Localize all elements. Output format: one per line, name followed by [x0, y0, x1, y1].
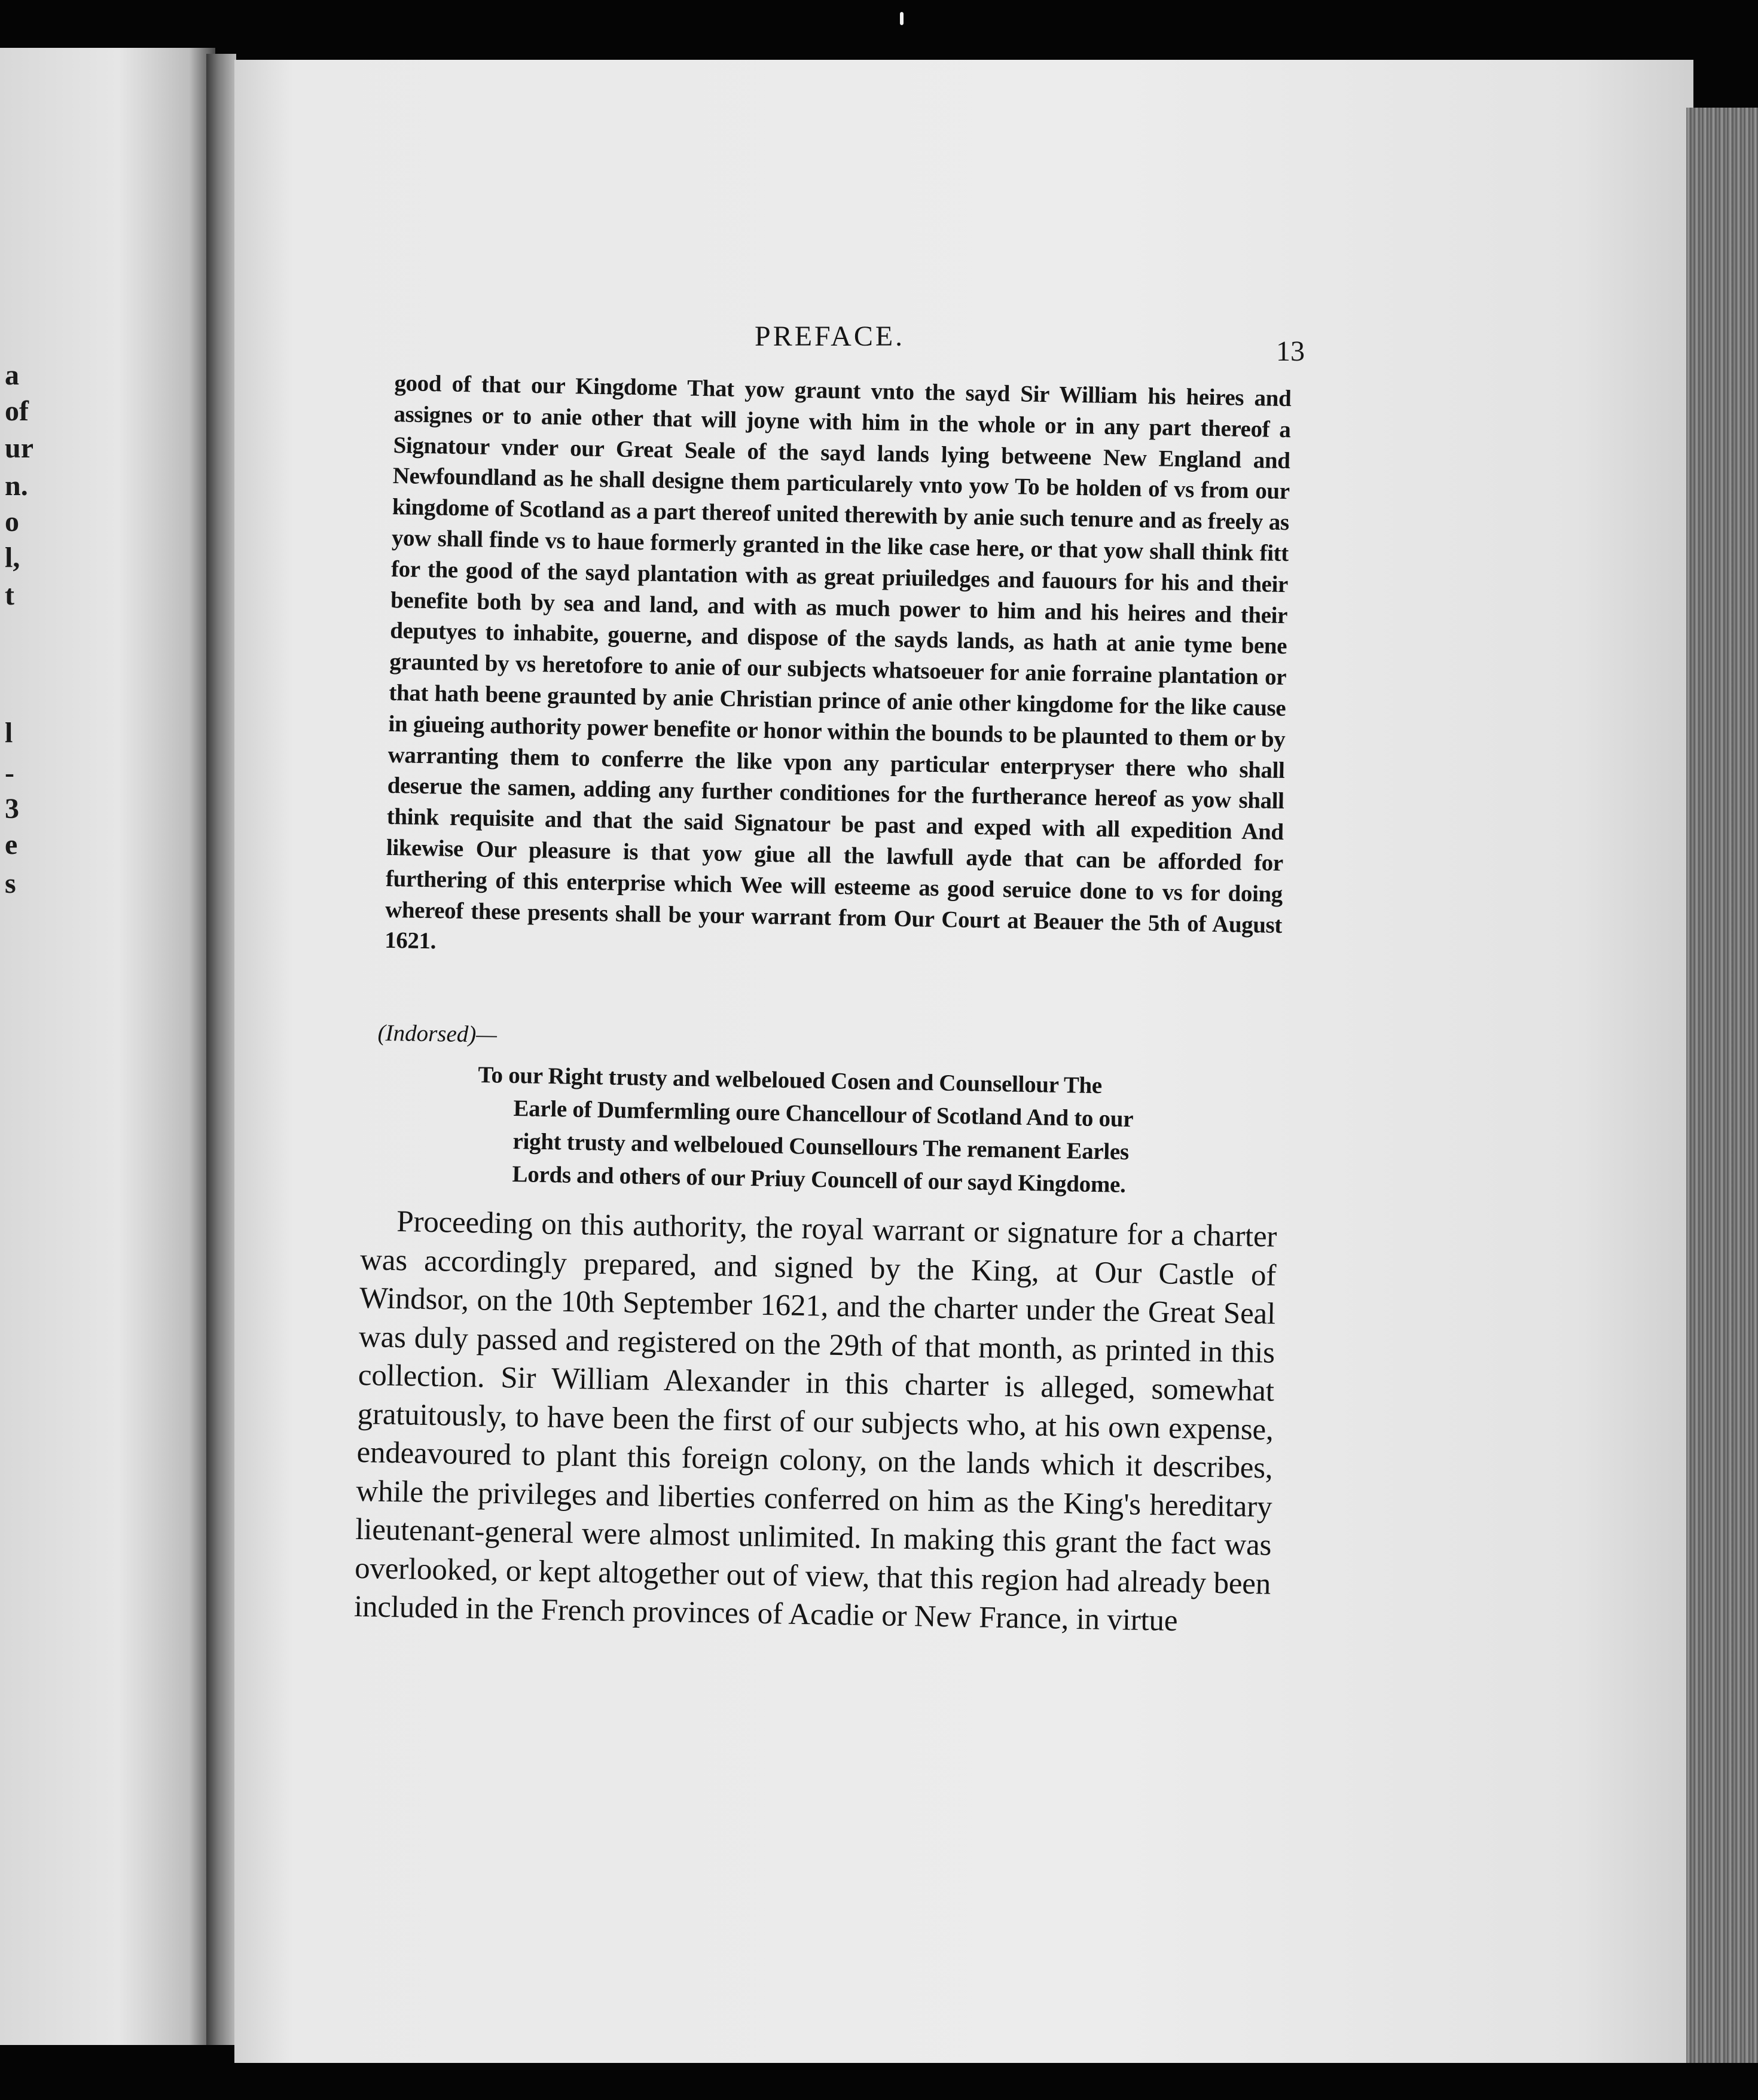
left-page-fragment: t [5, 579, 14, 611]
left-page-fragment: a [5, 359, 19, 391]
body-paragraph: Proceeding on this authority, the royal warrant or signature for a charter was accordingly prepared, and signed by the King, at Our Castle of Windsor, on the 10th September 1621, and the charter under the Great Seal was duly passed and registered on the 29th of that month, as printed in this collection. Sir William Alexander in this charter is alleged, somewhat gratuitously, to have been the first of our subjects who, at his own expense, endeavoured to plant this foreign colony, on the lands which it describes, while the privileges and liberties conferred on him as the King's hereditary lieutenant-general were almost unlimited. In making this grant the fact was overlooked, or kept altogether out of view, that this region had already been included in the French provinces of Acadie or New France, in virtue [353, 1205, 1277, 1638]
page-edges [1686, 108, 1758, 2063]
book-gutter [206, 54, 236, 2045]
address-line: Lords and others of our Priuy Councell of our sayd Kingdome. [512, 1161, 1126, 1198]
left-page-fragment: o [5, 506, 19, 538]
left-page-fragment: ur [5, 432, 33, 464]
indorsement-address [476, 1058, 1208, 1202]
left-page-fragment: l, [5, 542, 20, 573]
left-page-fragment: of [5, 395, 29, 427]
left-page-fragment: 3 [5, 793, 19, 825]
left-page [0, 48, 215, 2045]
film-speck [900, 12, 904, 25]
left-page-fragment: s [5, 868, 16, 899]
page-number: 13 [1276, 335, 1305, 367]
address-line: Earle of Dumfermling oure Chancellour of Scotland And to our [513, 1095, 1134, 1133]
left-page-fragment: e [5, 829, 18, 860]
indorsed-label: (Indorsed)— [377, 1020, 498, 1048]
left-page-fragment: n. [5, 470, 28, 502]
running-header: PREFACE. [755, 321, 905, 352]
left-page-fragment: l [5, 717, 13, 749]
quoted-paragraph: good of that our Kingdome That yow graunt vnto the sayd Sir William his heires and assignes or to anie other that will joyne with him in the whole or in any part thereof a Signatour vnder our Great Seale of the sayd lands lying betweene New England and Newfoundland as he shall designe them particularely vnto yow To be holden of vs from our kingdome of Scotland as a part thereof united therewith by anie such tenure and as freely as yow shall finde vs to haue formerly granted in the like case here, or that yow shall think fitt for the good of the sayd plantation with as great priuiledges and fauours for his and their benefite both by sea and land, and with as much power to him and his heires and their deputyes to inhabite, gouerne, and dispose of the sayds lands, as hath at anie tyme bene graunted by vs heretofore to anie of our subjects whatsoeuer for anie forraine plantation or that hath beene graunted by anie Christian prince of anie other kingdome for the like cause in giueing authority power benefite or honor within the bounds to be plaunted to them or by warranting them to conferre the like vpon any particular enterpryser there who shall deserue the samen, adding any further conditiones for the furtherance hereof as yow shall think requisite and that the said Signatour be past and exped with all expedition And likewise Our pleasure is that yow giue all the lawfull ayde that can be afforded for furthering of this enterprise which Wee will esteeme as good seruice done to vs for doing whereof these presents shall be your warrant from Our Court at Beauer the 5th of August 1621. [384, 370, 1292, 954]
right-page [234, 60, 1693, 2063]
main-body [354, 1202, 1277, 1642]
address-line: right trusty and welbeloued Counsellours The remanent Earles [512, 1128, 1130, 1165]
address-line: To our Right trusty and welbeloued Cosen and Counsellour The [478, 1061, 1103, 1099]
left-page-fragment: - [5, 757, 14, 789]
quoted-warrant-text [384, 368, 1292, 972]
